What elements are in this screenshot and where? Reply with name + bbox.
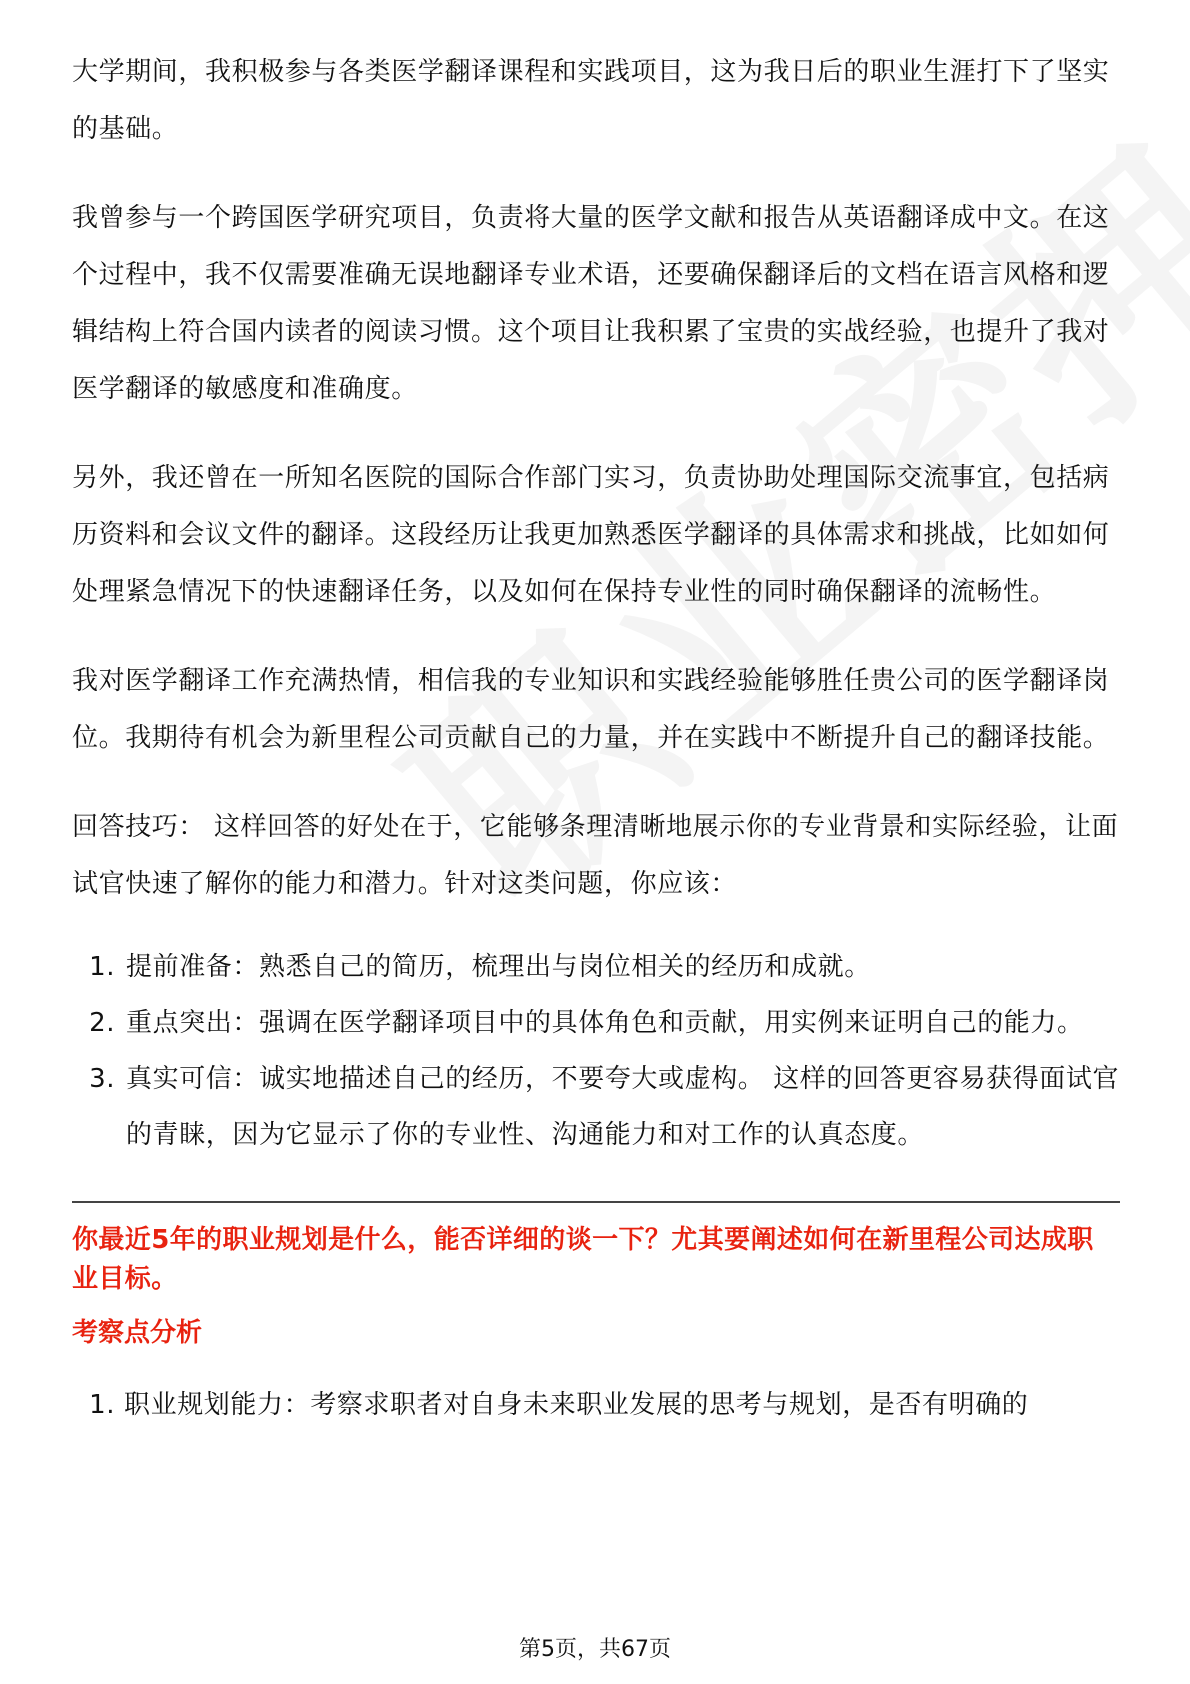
list-item: 1. 职业规划能力：考察求职者对自身未来职业发展的思考与规划，是否有明确的 — [124, 1377, 1120, 1433]
section-divider — [72, 1201, 1120, 1203]
list-item: 1. 提前准备：熟悉自己的简历，梳理出与岗位相关的经历和成就。 — [124, 939, 1120, 995]
analysis-points-list — [72, 1377, 1120, 1433]
page-footer: 第5页，共67页 — [519, 1637, 671, 1662]
analysis-heading: 考察点分析 — [72, 1318, 203, 1348]
list-item: 3. 真实可信：诚实地描述自己的经历，不要夸大或虚构。 这样的回答更容易获得面试官的青睐，因为它显示了你的专业性、沟通能力和对工作的认真态度。 — [124, 1051, 1120, 1163]
paragraph-university: 大学期间，我积极参与各类医学翻译课程和实践项目，这为我日后的职业生涯打下了坚实的基础。 — [72, 57, 1110, 144]
list-item: 2. 重点突出：强调在医学翻译项目中的具体角色和贡献，用实例来证明自己的能力。 — [124, 995, 1120, 1051]
tips-list — [72, 939, 1120, 1163]
paragraph-enthusiasm: 我对医学翻译工作充满热情，相信我的专业知识和实践经验能够胜任贵公司的医学翻译岗位。我期待有机会为新里程公司贡献自己的力量，并在实践中不断提升自己的翻译技能。 — [72, 666, 1110, 753]
paragraph-answer-tips: 回答技巧： 这样回答的好处在于，它能够条理清晰地展示你的专业背景和实际经验，让面试官快速了解你的能力和潜力。针对这类问题，你应该： — [72, 812, 1119, 899]
page-content — [72, 44, 1120, 1433]
question-heading: 你最近5年的职业规划是什么，能否详细的谈一下？尤其要阐述如何在新里程公司达成职业目标。 — [72, 1225, 1094, 1294]
paragraph-research-project: 我曾参与一个跨国医学研究项目，负责将大量的医学文献和报告从英语翻译成中文。在这个过程中，我不仅需要准确无误地翻译专业术语，还要确保翻译后的文档在语言风格和逻辑结构上符合国内读者的阅读习惯。这个项目让我积累了宝贵的实战经验，也提升了我对医学翻译的敏感度和准确度。 — [72, 203, 1110, 404]
paragraph-hospital-internship: 另外，我还曾在一所知名医院的国际合作部门实习，负责协助处理国际交流事宜，包括病历资料和会议文件的翻译。这段经历让我更加熟悉医学翻译的具体需求和挑战，比如如何处理紧急情况下的快速翻译任务，以及如何在保持专业性的同时确保翻译的流畅性。 — [72, 463, 1110, 607]
